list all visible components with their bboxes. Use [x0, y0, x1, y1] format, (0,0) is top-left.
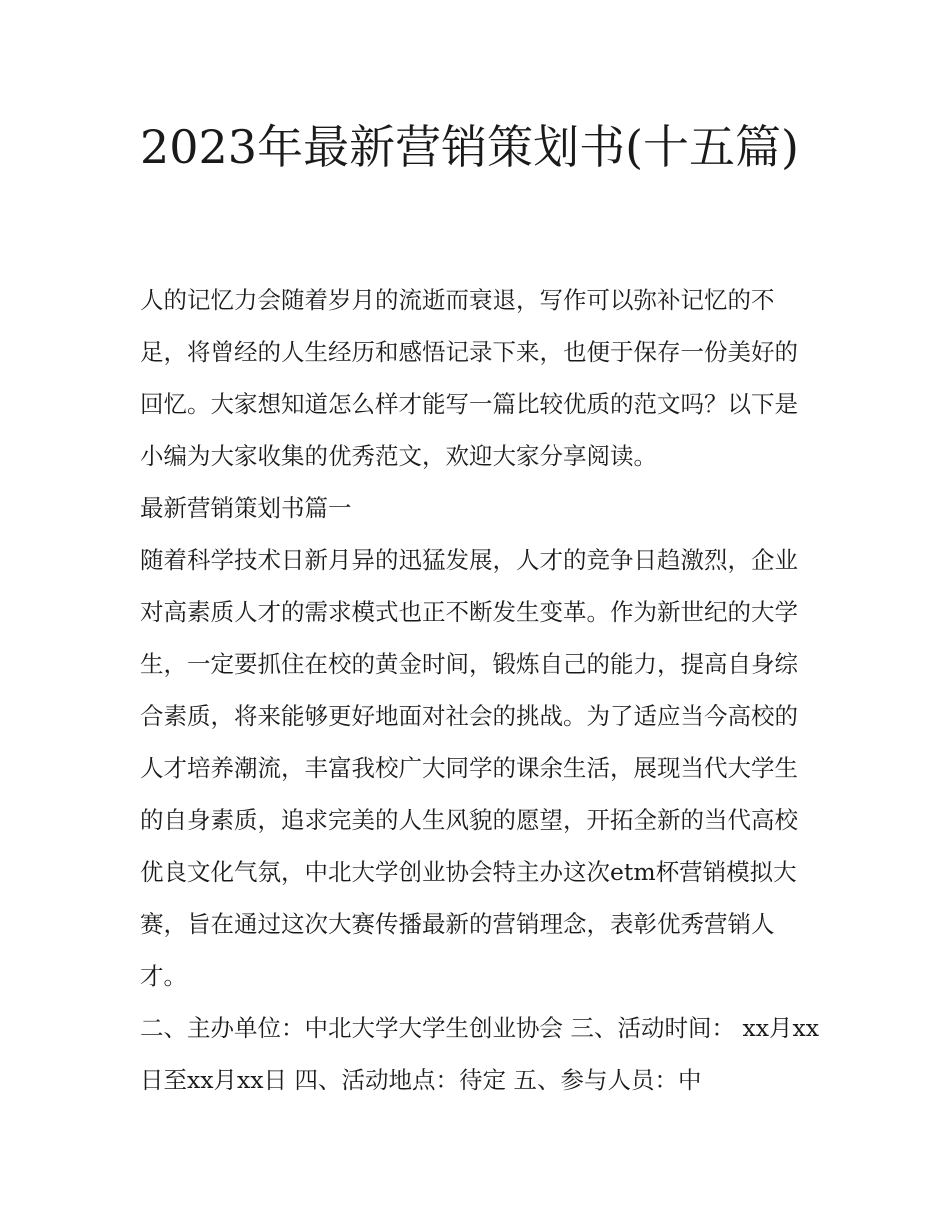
document-title: 2023年最新营销策划书(十五篇) — [140, 120, 799, 174]
intro-paragraph: 人的记忆力会随着岁月的流逝而衰退，写作可以弥补记忆的不足，将曾经的人生经历和感悟记录下来，也便于保存一份美好的回忆。大家想知道怎么样才能写一篇比较优质的范文吗？以下是小编为大家收集的优秀范文，欢迎大家分享阅读。 — [140, 286, 798, 470]
body-paragraph: 随着科学技术日新月异的迅猛发展，人才的竞争日趋激烈，企业对高素质人才的需求模式也正不断发生变革。作为新世纪的大学生，一定要抓住在校的黄金时间，锻炼自己的能力，提高自身综合素质，将来能够更好地面对社会的挑战。为了适应当今高校的人才培养潮流，丰富我校广大同学的课余生活，展现当代大学生的自身素质，追求完美的人生风貌的愿望，开拓全新的当代高校优良文化气氛，中北大学创业协会特主办这次etm杯营销模拟大赛，旨在通过这次大赛传播最新的营销理念，表彰优秀营销人才。 — [140, 546, 798, 990]
organizer-paragraph: 二、主办单位：中北大学大学生创业协会 三、活动时间： xx月xx日至xx月xx日 四、活动地点：待定 五、参与人员：中 — [140, 1014, 819, 1094]
section-heading: 最新营销策划书篇一 — [140, 494, 352, 522]
document-body — [140, 274, 820, 1106]
